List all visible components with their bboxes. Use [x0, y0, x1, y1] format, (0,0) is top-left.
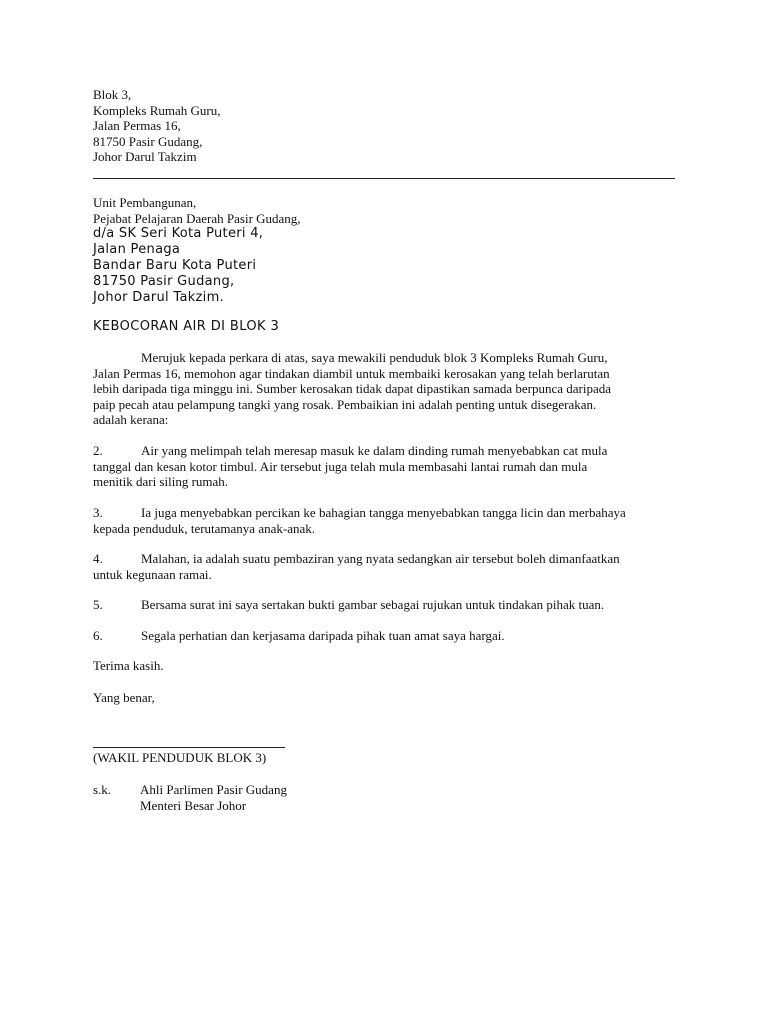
intro-line: Merujuk kepada perkara di atas, saya mewakili penduduk blok 3 Kompleks Rumah Guru,: [141, 350, 608, 365]
recipient-line: Pejabat Pelajaran Daerah Pasir Gudang,: [93, 210, 301, 226]
cc-recipient: Ahli Parlimen Pasir Gudang: [140, 782, 287, 797]
cc-label: s.k.: [93, 782, 112, 797]
cc-section: [93, 782, 287, 813]
cc-recipient: Menteri Besar Johor: [140, 797, 247, 813]
recipient-line: Johor Darul Takzim.: [93, 290, 224, 305]
sender-address-line: 81750 Pasir Gudang,: [93, 133, 203, 149]
signature-line: [93, 747, 285, 748]
point-paragraph: [93, 505, 673, 536]
intro-line: Jalan Permas 16, memohon agar tindakan diambil untuk membaiki kerosakan yang telah berlarutan: [93, 365, 610, 381]
recipient-line: Jalan Penaga: [93, 242, 181, 257]
recipient-address-serif: [93, 195, 678, 226]
point-line: Segala perhatian dan kerjasama daripada pihak tuan amat saya hargai.: [141, 628, 505, 643]
point-line: kepada penduduk, terutamanya anak-anak.: [93, 520, 315, 536]
intro-paragraph: [93, 350, 673, 428]
recipient-line: Bandar Baru Kota Puteri: [93, 258, 257, 273]
point-paragraph: [93, 551, 673, 582]
point-line: menitik dari siling rumah.: [93, 474, 229, 489]
point-line: Ia juga menyebabkan percikan ke bahagian tangga menyebabkan tangga licin dan merbahaya: [141, 505, 626, 520]
point-line: tanggal dan kesan kotor timbul. Air tersebut juga telah mula membasahi lantai rumah dan mula: [93, 458, 588, 474]
recipient-line: Unit Pembangunan,: [93, 195, 197, 210]
intro-line: lebih daripada tiga minggu ini. Sumber kerosakan tidak dapat dipastikan samada berpunca daripada: [93, 381, 612, 396]
point-number: 3.: [93, 505, 103, 520]
point-number: 4.: [93, 551, 103, 566]
sender-address-line: Jalan Permas 16,: [93, 118, 181, 133]
sender-address-line: Johor Darul Takzim: [93, 149, 197, 164]
letter-title: KEBOCORAN AIR DI BLOK 3: [93, 319, 280, 334]
point-line: Air yang melimpah telah meresap masuk ke dalam dinding rumah menyebabkan cat mula: [141, 443, 608, 458]
sender-address-line: Blok 3,: [93, 87, 132, 102]
point-paragraph: [93, 443, 673, 490]
sender-address: [93, 87, 678, 165]
recipient-address-sans: [93, 226, 678, 306]
closing-text: Terima kasih.: [93, 658, 164, 673]
intro-line: adalah kerana:: [93, 412, 169, 427]
point-line: Bersama surat ini saya sertakan bukti gambar sebagai rujukan untuk tindakan pihak tuan.: [141, 597, 605, 612]
point-line: Malahan, ia adalah suatu pembaziran yang nyata sedangkan air tersebut boleh dimanfaatkan: [141, 551, 620, 566]
point-paragraph: [93, 628, 673, 644]
signatory-name: (WAKIL PENDUDUK BLOK 3): [93, 750, 267, 765]
header-divider: [93, 178, 675, 179]
point-number: 2.: [93, 443, 103, 458]
recipient-line: 81750 Pasir Gudang,: [93, 274, 235, 289]
sign-off-text: Yang benar,: [93, 690, 155, 705]
sender-address-line: Kompleks Rumah Guru,: [93, 102, 221, 118]
point-number: 5.: [93, 597, 103, 612]
point-line: untuk kegunaan ramai.: [93, 566, 212, 582]
point-paragraph: [93, 597, 673, 613]
intro-line: paip pecah atau pelampung tangki yang rosak. Pembaikian ini adalah penting untuk disegerakan.: [93, 396, 597, 412]
point-number: 6.: [93, 628, 103, 643]
recipient-line: d/a SK Seri Kota Puteri 4,: [93, 226, 264, 241]
